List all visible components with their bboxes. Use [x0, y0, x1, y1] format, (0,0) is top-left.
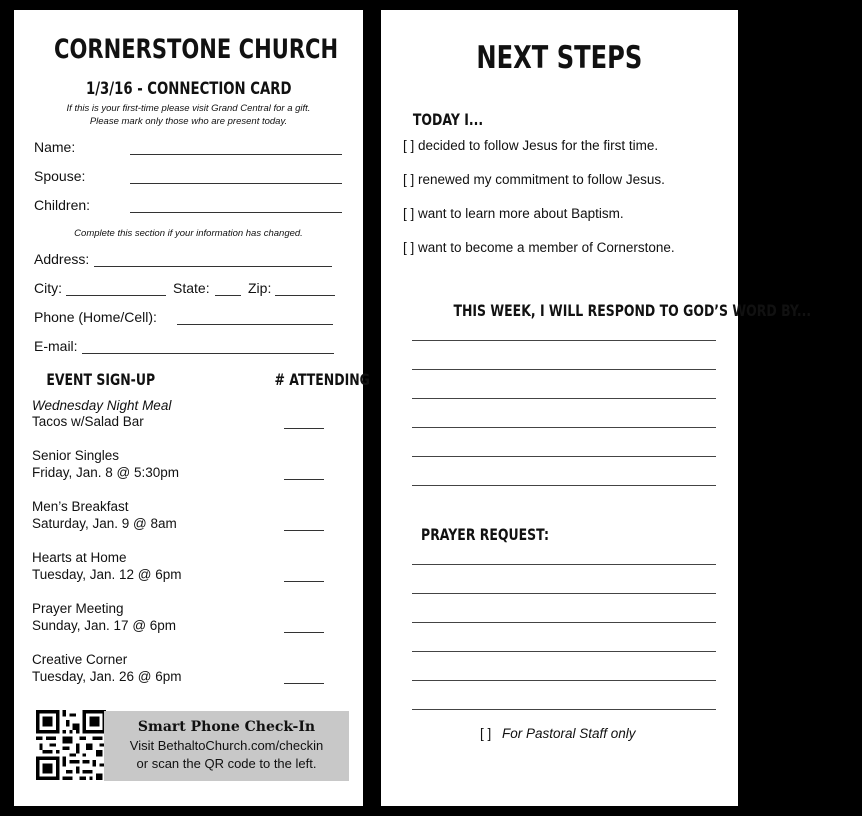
today-item-checkbox[interactable]: [ ] want to learn more about Baptism.: [403, 206, 624, 221]
event-name: Prayer Meeting: [32, 601, 124, 616]
event-name: Wednesday Night Meal: [32, 398, 172, 413]
event-detail: Saturday, Jan. 9 @ 8am: [32, 516, 177, 531]
prayer-line[interactable]: [412, 593, 716, 594]
checkin-line-2: or scan the QR code to the left.: [136, 756, 317, 771]
attending-count-field[interactable]: [284, 479, 324, 480]
response-line[interactable]: [412, 427, 716, 428]
response-line[interactable]: [412, 398, 716, 399]
zip-field[interactable]: [275, 295, 335, 296]
connection-card-panel: [14, 10, 370, 806]
event-detail: Tacos w/Salad Bar: [32, 414, 144, 429]
today-item-checkbox[interactable]: [ ] want to become a member of Cornerstone.: [403, 240, 675, 255]
smart-phone-checkin-box: [104, 711, 349, 781]
response-line[interactable]: [412, 485, 716, 486]
address-label: Address:: [34, 251, 90, 267]
pastoral-staff-label: For Pastoral Staff only: [502, 726, 636, 741]
event-name: Senior Singles: [32, 448, 120, 463]
state-field[interactable]: [215, 295, 241, 296]
church-name: CORNERSTONE CHURCH: [54, 34, 339, 65]
response-line[interactable]: [412, 456, 716, 457]
attending-count-field[interactable]: [284, 683, 324, 684]
checkin-title: Smart Phone Check-In: [137, 719, 316, 735]
zip-label: Zip:: [248, 280, 272, 296]
pastoral-staff-checkbox[interactable]: [ ]: [480, 726, 492, 741]
spouse-field[interactable]: [130, 183, 342, 184]
phone-field[interactable]: [177, 324, 333, 325]
name-field[interactable]: [130, 154, 342, 155]
prayer-line[interactable]: [412, 709, 716, 710]
change-note: Complete this section if your information has changed.: [74, 228, 303, 239]
event-detail: Friday, Jan. 8 @ 5:30pm: [32, 465, 180, 480]
address-field[interactable]: [94, 266, 332, 267]
prayer-request-header: PRAYER REQUEST:: [421, 525, 550, 544]
state-label: State:: [173, 280, 210, 296]
card-title: 1/3/16 - CONNECTION CARD: [85, 79, 292, 99]
event-name: Creative Corner: [32, 652, 128, 667]
prayer-line[interactable]: [412, 680, 716, 681]
event-name: Men’s Breakfast: [32, 499, 129, 514]
spouse-label: Spouse:: [34, 168, 86, 184]
email-label: E-mail:: [34, 338, 78, 354]
email-field[interactable]: [82, 353, 334, 354]
attending-count-field[interactable]: [284, 428, 324, 429]
children-label: Children:: [34, 197, 91, 213]
today-item-checkbox[interactable]: [ ] decided to follow Jesus for the first time.: [403, 138, 659, 153]
prayer-line[interactable]: [412, 622, 716, 623]
today-header: TODAY I...: [412, 110, 484, 129]
intro-note-1: If this is your first-time please visit Grand Central for a gift.: [66, 103, 311, 114]
intro-note-2: Please mark only those who are present today.: [89, 116, 288, 127]
city-label: City:: [34, 280, 62, 296]
response-line[interactable]: [412, 369, 716, 370]
event-name: Hearts at Home: [32, 550, 127, 565]
respond-header: THIS WEEK, I WILL RESPOND TO GOD’S WORD BY...: [453, 301, 812, 320]
event-signup-header: EVENT SIGN-UP: [46, 370, 156, 389]
next-steps-panel: [381, 10, 812, 806]
checkin-line-1: Visit BethaltoChurch.com/checkin: [129, 738, 324, 753]
attending-count-field[interactable]: [284, 530, 324, 531]
next-steps-title: NEXT STEPS: [476, 40, 643, 76]
name-label: Name:: [34, 139, 76, 155]
event-detail: Sunday, Jan. 17 @ 6pm: [32, 618, 177, 633]
attending-header: # ATTENDING: [274, 370, 370, 389]
today-item-checkbox[interactable]: [ ] renewed my commitment to follow Jesus.: [403, 172, 665, 187]
attending-count-field[interactable]: [284, 581, 324, 582]
attending-count-field[interactable]: [284, 632, 324, 633]
event-detail: Tuesday, Jan. 12 @ 6pm: [32, 567, 182, 582]
qr-code-icon[interactable]: [36, 710, 106, 780]
children-field[interactable]: [130, 212, 342, 213]
prayer-line[interactable]: [412, 564, 716, 565]
response-line[interactable]: [412, 340, 716, 341]
event-detail: Tuesday, Jan. 26 @ 6pm: [32, 669, 182, 684]
phone-label: Phone (Home/Cell):: [34, 309, 157, 325]
prayer-line[interactable]: [412, 651, 716, 652]
city-field[interactable]: [66, 295, 166, 296]
